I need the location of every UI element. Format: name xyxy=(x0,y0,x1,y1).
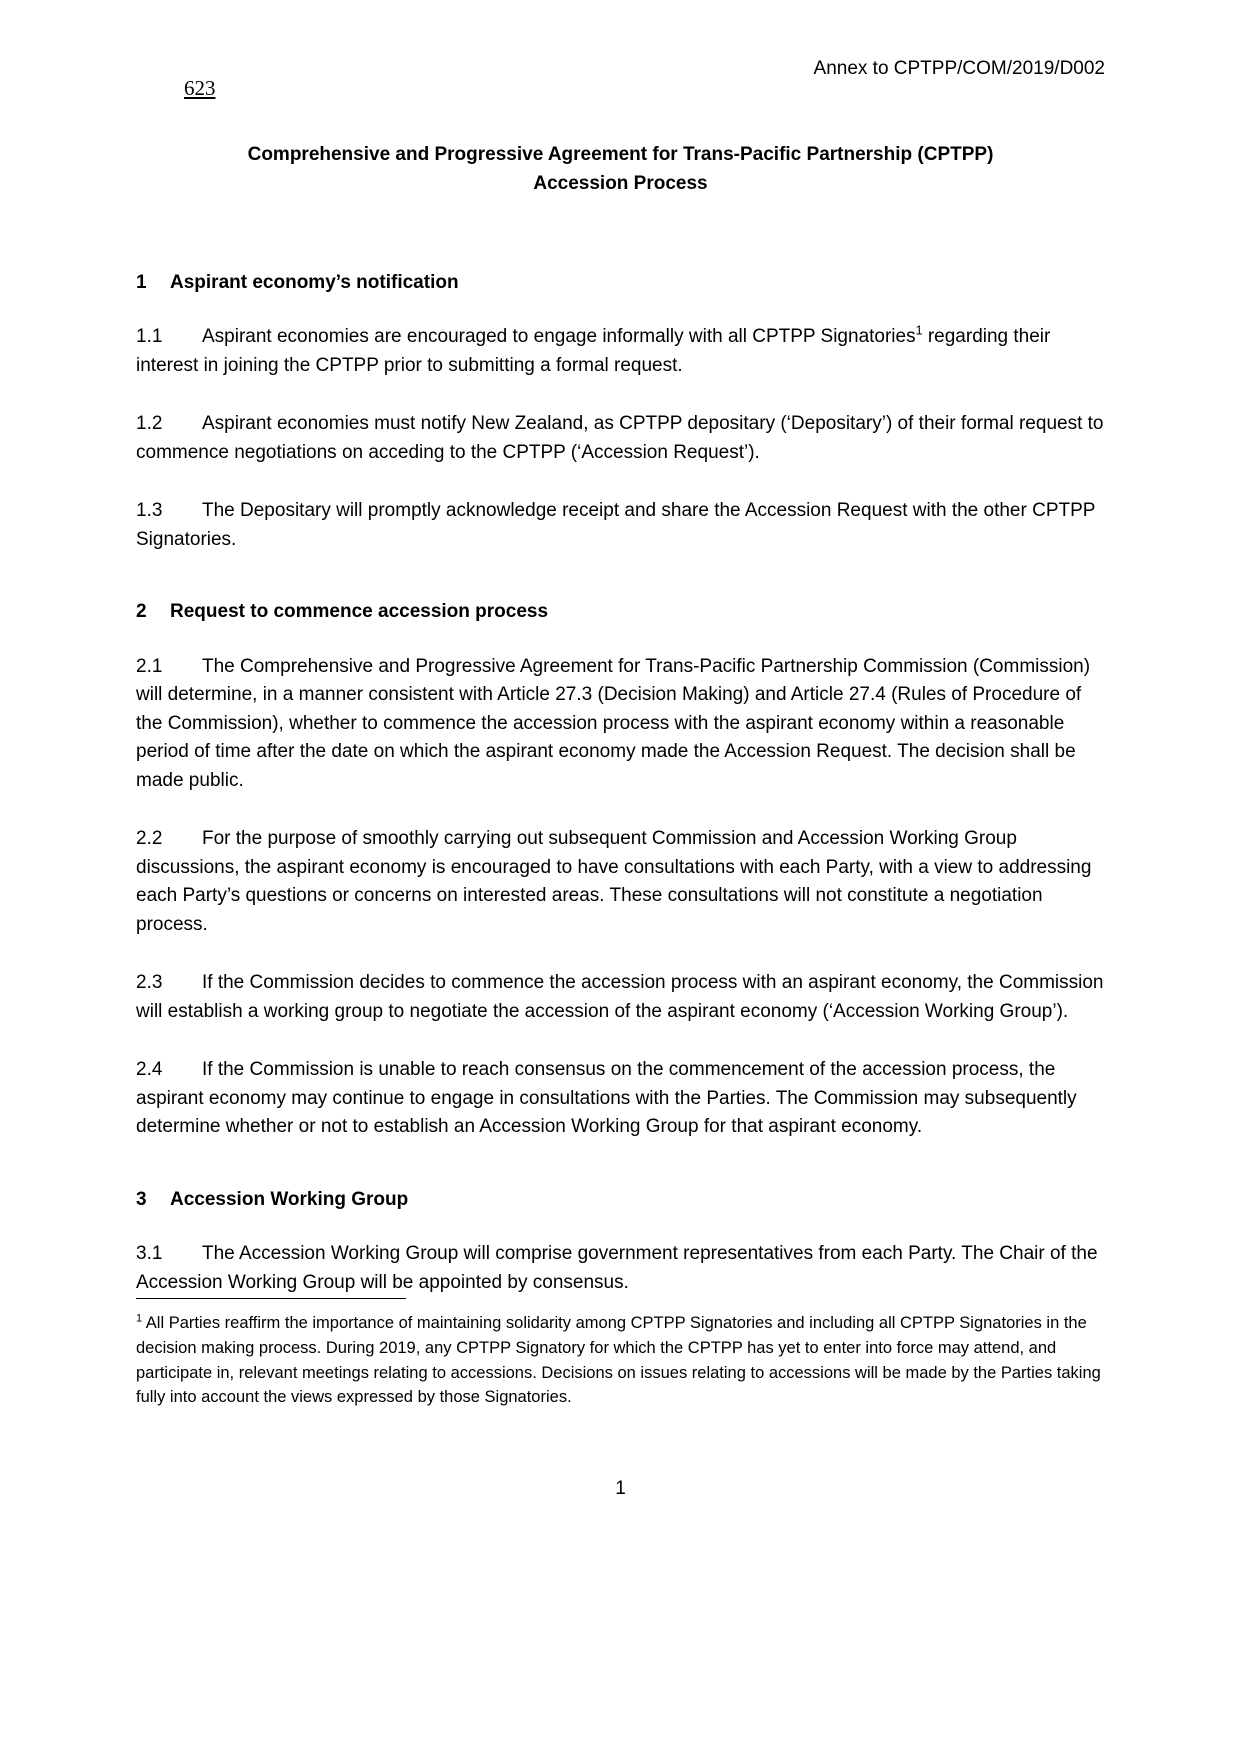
section-number: 2 xyxy=(136,601,147,623)
document-title xyxy=(136,140,1105,199)
paragraph-1-1 xyxy=(136,323,1105,380)
section-2-heading xyxy=(136,598,1105,627)
paragraph-number: 2.1 xyxy=(136,655,163,677)
paragraph-2-4 xyxy=(136,1056,1105,1142)
footnote-separator xyxy=(136,1298,406,1299)
stamp-number: 623 xyxy=(184,76,216,100)
paragraph-text: regarding their interest in joining the CPTPP prior to submitting a formal request. xyxy=(136,326,1051,376)
footnote-text xyxy=(136,1311,1105,1410)
paragraph-2-2 xyxy=(136,825,1105,939)
paragraph-number: 2.4 xyxy=(136,1059,163,1081)
document-title-line1: Comprehensive and Progressive Agreement for Trans-Pacific Partnership (CPTPP) xyxy=(247,144,994,165)
paragraph-1-2 xyxy=(136,410,1105,467)
paragraph-2-1 xyxy=(136,653,1105,796)
paragraph-1-3 xyxy=(136,497,1105,554)
paragraph-text: The Accession Working Group will comprise government representatives from each Party. The Chair of the Accession Working Group will be appointed by consensus. xyxy=(136,1243,1098,1293)
section-2 xyxy=(136,598,1105,1142)
paragraph-number: 1.2 xyxy=(136,413,163,435)
paragraph-text: For the purpose of smoothly carrying out subsequent Commission and Accession Working Group discussions, the aspirant economy is encouraged to have consultations with each Party, with a view to addressing each Party’s questions or concerns on interested areas. These consultations will not constitute a negotiation process. xyxy=(136,828,1092,935)
paragraph-3-1 xyxy=(136,1240,1105,1297)
section-number: 3 xyxy=(136,1188,147,1210)
footnote-block xyxy=(136,1298,1105,1410)
paragraph-text: Aspirant economies must notify New Zealand, as CPTPP depositary (‘Depositary’) of their formal request to commence negotiations on acceding to the CPTPP (‘Accession Request’). xyxy=(136,413,1104,463)
paragraph-text: If the Commission decides to commence the accession process with an aspirant economy, the Commission will establish a working group to negotiate the accession of the aspirant economy (‘Accession Working Group’). xyxy=(136,972,1104,1022)
paragraph-number: 2.3 xyxy=(136,972,163,994)
footnote-reference: 1 xyxy=(915,324,923,339)
section-1 xyxy=(136,269,1105,555)
paragraph-text: The Depositary will promptly acknowledge receipt and share the Accession Request with the other CPTPP Signatories. xyxy=(136,500,1096,550)
section-3-heading xyxy=(136,1186,1105,1215)
footnote-body: All Parties reaffirm the importance of maintaining solidarity among CPTPP Signatories and including all CPTPP Signatories in the decision making process. During 2019, any CPTPP Signatory for which the CPTPP has yet to enter into force may attend, and participate in, relevant meetings relating to accessions. Decisions on issues relating to accessions will be made by the Parties taking fully into account the views expressed by those Signatories. xyxy=(136,1314,1101,1407)
paragraph-number: 3.1 xyxy=(136,1243,163,1265)
annex-reference: Annex to CPTPP/COM/2019/D002 xyxy=(813,58,1105,79)
section-1-heading xyxy=(136,269,1105,298)
section-number: 1 xyxy=(136,271,147,293)
paragraph-text: If the Commission is unable to reach consensus on the commencement of the accession process, the aspirant economy may continue to engage in consultations with the Parties. The Commission may subsequently determine whether or not to establish an Accession Working Group for that aspirant economy. xyxy=(136,1059,1077,1138)
page-number: 1 xyxy=(615,1478,626,1499)
paragraph-text: Aspirant economies are encouraged to engage informally with all CPTPP Signatories xyxy=(202,326,916,348)
section-title: Accession Working Group xyxy=(170,1188,409,1210)
paragraph-2-3 xyxy=(136,969,1105,1026)
footnote-marker: 1 xyxy=(136,1312,143,1325)
paragraph-number: 2.2 xyxy=(136,828,163,850)
page-header xyxy=(136,52,1105,124)
section-title: Aspirant economy’s notification xyxy=(170,271,459,293)
paragraph-text: The Comprehensive and Progressive Agreement for Trans-Pacific Partnership Commission (Commission) will determine, in a manner consistent with Article 27.3 (Decision Making) and Article 27.4 (Rules of Procedure of the Commission), whether to commence the accession process with the aspirant economy within a reasonable period of time after the date on which the aspirant economy made the Accession Request. The decision shall be made public. xyxy=(136,655,1091,791)
section-title: Request to commence accession process xyxy=(170,601,549,623)
section-3 xyxy=(136,1186,1105,1298)
paragraph-number: 1.1 xyxy=(136,326,163,348)
document-title-line2: Accession Process xyxy=(533,173,708,195)
paragraph-number: 1.3 xyxy=(136,500,163,522)
